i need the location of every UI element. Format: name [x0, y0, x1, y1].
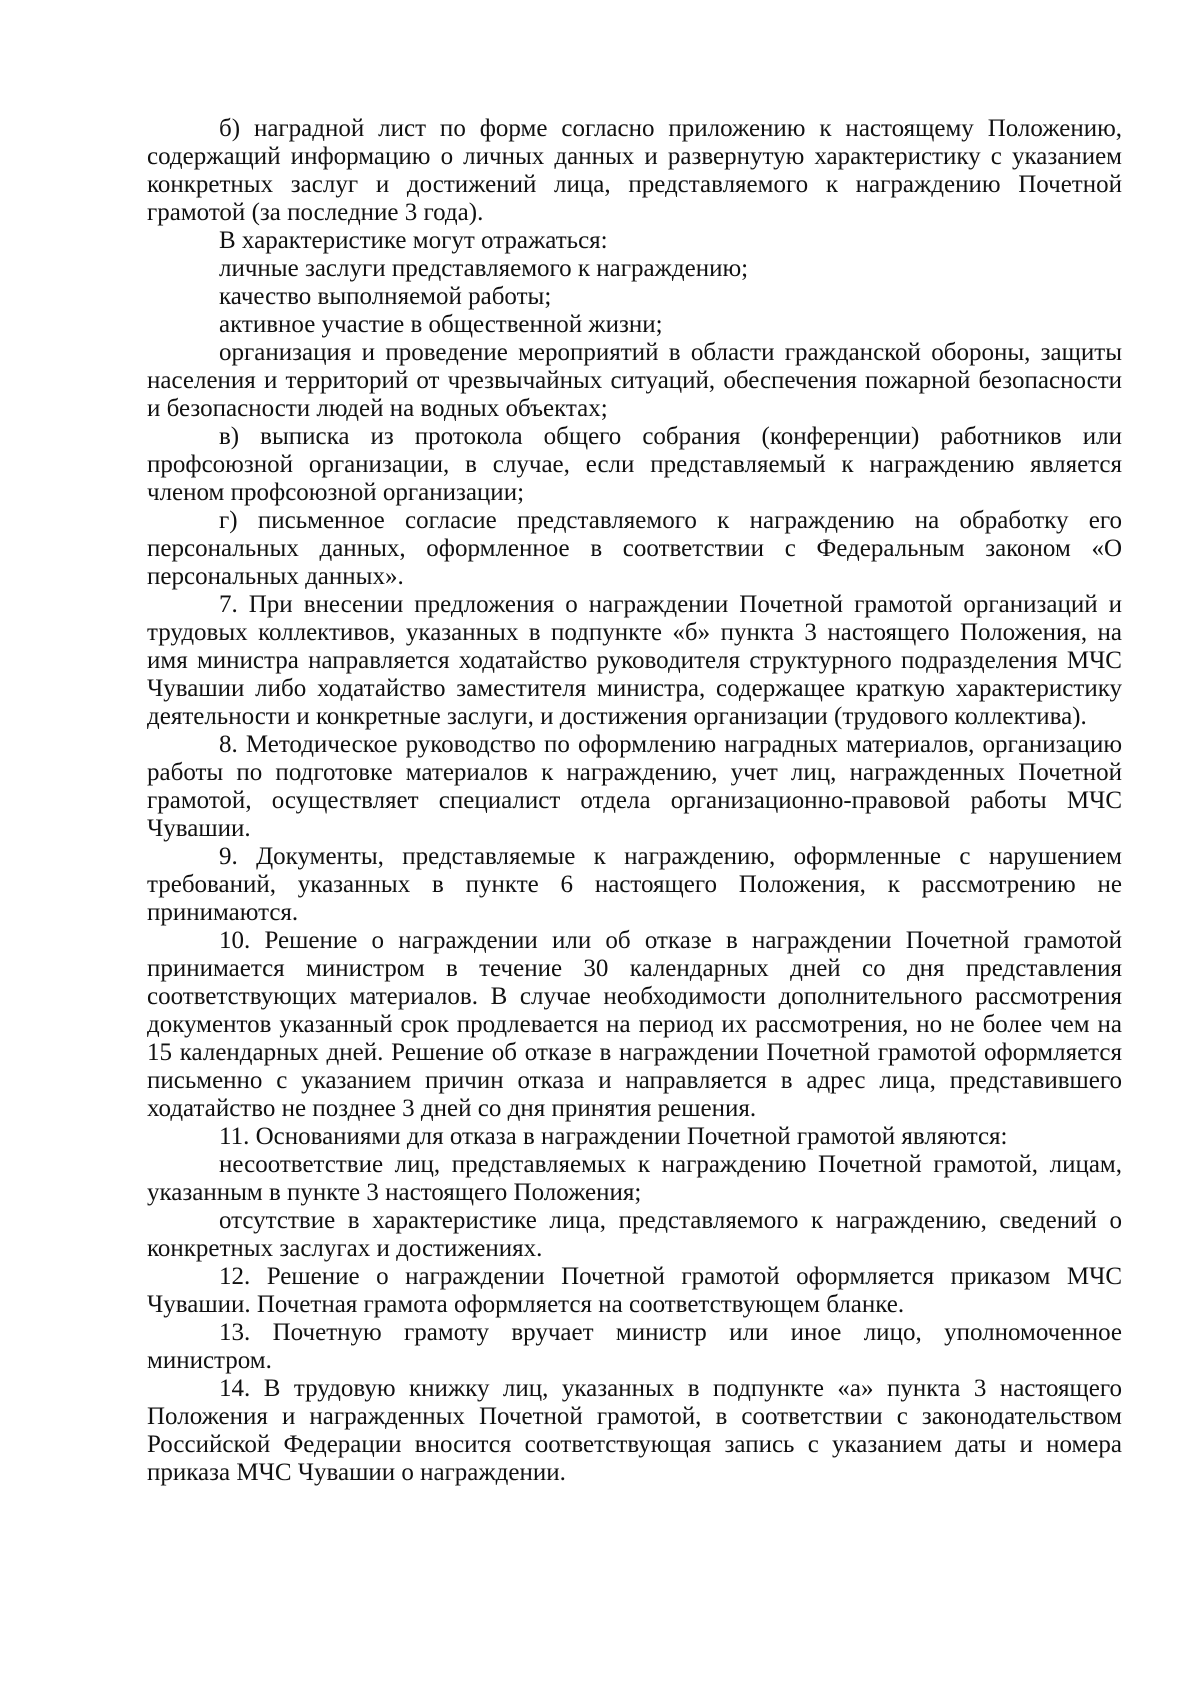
paragraph-6b-award-sheet: б) наградной лист по форме согласно приложению к настоящему Положению, содержащий информацию о личных данных и развернутую характеристику с указанием конкретных заслуг и достижений лица, представляемого к награждению Почетной грамотой (за последние 3 года).	[147, 115, 1122, 226]
paragraph-characteristics-intro: В характеристике могут отражаться:	[219, 227, 608, 254]
paragraph-11-inconsistency: несоответствие лиц, представляемых к награждению Почетной грамотой, лицам, указанным в пункте 3 настоящего Положения;	[147, 1151, 1122, 1206]
paragraph-6v-protocol-extract: в) выписка из протокола общего собрания (конференции) работников или профсоюзной организации, в случае, если представляемый к награждению является членом профсоюзной организации;	[147, 423, 1122, 506]
paragraph-10: 10. Решение о награждении или об отказе в награждении Почетной грамотой принимается министром в течение 30 календарных дней со дня представления соответствующих материалов. В случае необходимости дополнительного рассмотрения документов указанный срок продлевается на период их рассмотрения, но не более чем на 15 календарных дней. Решение об отказе в награждении Почетной грамотой оформляется письменно с указанием причин отказа и направляется в адрес лица, представившего ходатайство не позднее 3 дней со дня принятия решения.	[147, 927, 1122, 1122]
paragraph-public-life: активное участие в общественной жизни;	[219, 311, 663, 338]
paragraph-8: 8. Методическое руководство по оформлению наградных материалов, организацию работы по подготовке материалов к награждению, учет лиц, награжденных Почетной грамотой, осуществляет специалист отдела организационно-правовой работы МЧС Чувашии.	[147, 731, 1122, 842]
paragraph-personal-merits: личные заслуги представляемого к награждению;	[219, 255, 749, 282]
paragraph-civil-defense: организация и проведение мероприятий в области гражданской обороны, защиты населения и территорий от чрезвычайных ситуаций, обеспечения пожарной безопасности и безопасности людей на водных объектах;	[147, 339, 1122, 422]
paragraph-6g-written-consent: г) письменное согласие представляемого к награждению на обработку его персональных данных, оформленное в соответствии с Федеральным законом «О персональных данных».	[147, 507, 1122, 590]
paragraph-11: 11. Основаниями для отказа в награждении Почетной грамотой являются:	[219, 1123, 1008, 1150]
paragraph-12: 12. Решение о награждении Почетной грамотой оформляется приказом МЧС Чувашии. Почетная грамота оформляется на соответствующем бланке.	[147, 1263, 1122, 1318]
paragraph-14: 14. В трудовую книжку лиц, указанных в подпункте «а» пункта 3 настоящего Положения и награжденных Почетной грамотой, в соответствии с законодательством Российской Федерации вносится соответствующая запись с указанием даты и номера приказа МЧС Чувашии о награждении.	[147, 1375, 1122, 1486]
paragraph-work-quality: качество выполняемой работы;	[219, 283, 552, 310]
document-body	[147, 115, 1122, 1487]
paragraph-7: 7. При внесении предложения о награждении Почетной грамотой организаций и трудовых коллективов, указанных в подпункте «б» пункта 3 настоящего Положения, на имя министра направляется ходатайство руководителя структурного подразделения МЧС Чувашии либо ходатайство заместителя министра, содержащее краткую характеристику деятельности и конкретные заслуги, и достижения организации (трудового коллектива).	[147, 591, 1122, 730]
paragraph-13: 13. Почетную грамоту вручает министр или иное лицо, уполномоченное министром.	[147, 1319, 1122, 1374]
paragraph-11-missing-info: отсутствие в характеристике лица, представляемого к награждению, сведений о конкретных заслугах и достижениях.	[147, 1207, 1122, 1262]
paragraph-9: 9. Документы, представляемые к награждению, оформленные с нарушением требований, указанных в пункте 6 настоящего Положения, к рассмотрению не принимаются.	[147, 843, 1122, 926]
